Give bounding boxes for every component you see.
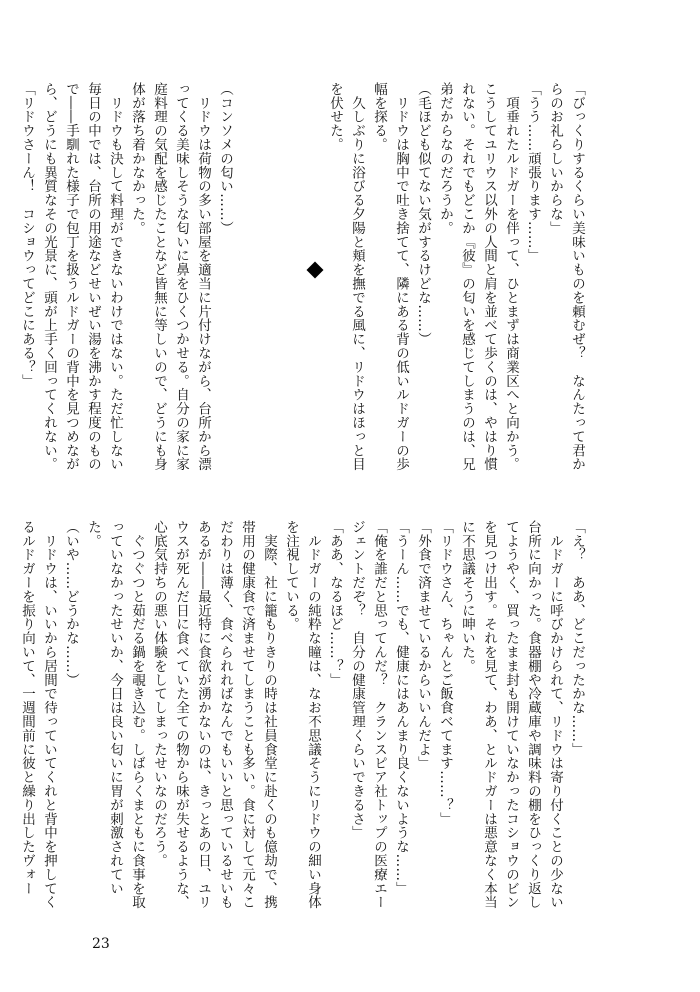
upper_block-line: 体が落ち着かなかった。 xyxy=(129,82,145,235)
upper_block-line: こうしてユリウス以外の人間と肩を並べて歩くのは、やはり慣 xyxy=(481,82,497,472)
lower_block-line: に不思議そうに呻いた。 xyxy=(459,520,475,673)
upper_block-line xyxy=(258,82,280,472)
upper_block-line: 幅を探る。 xyxy=(371,82,387,152)
upper_block-line: 項垂れたルドガーを伴って、ひとまずは商業区へと向かう。 xyxy=(503,82,519,472)
lower_block-line: 台所に向かった。食器棚や冷蔵庫や調味料の棚をひっくり返し xyxy=(525,520,541,910)
upper_block-line: （コンソメの匂い……） xyxy=(217,82,233,235)
lower_block-line: 「リドウさん、ちゃんとご飯食べてます……？」 xyxy=(437,520,453,826)
upper_block-line xyxy=(280,82,302,472)
lower-text-block xyxy=(19,520,588,915)
upper_block-line: （毛ほども似てない気がするけどな……） xyxy=(415,82,431,347)
upper_block-line: 久しぶりに浴びる夕陽と頬を撫でる風に、リドウはほっと目 xyxy=(349,82,365,472)
upper_block-line: リドウは胸中で吐き捨てて、隣にある背の低いルドガーの歩 xyxy=(393,82,409,472)
lower_block-line: 「外食で済ませているからいいんだよ」 xyxy=(415,520,431,771)
lower_block-line: ルドガーの純粋な瞳は、なお不思議そうにリドウの細い身体 xyxy=(305,520,321,910)
lower_block-line: 実際、社に籠もりきりの時は社員食堂に赴くのも億劫で、携 xyxy=(261,520,277,910)
lower_block-line: を見つけ出す。それを見て、わあ、とルドガーは悪意なく本当 xyxy=(481,520,497,910)
page-number: 23 xyxy=(92,936,110,952)
upper_block-line: 弟だからなのだろうか。 xyxy=(437,82,453,235)
upper_block-line: 「うう……頑張ります……」 xyxy=(525,82,541,263)
upper_block-line: 庭料理の気配を感じたことなど皆無に等しいので、どうにも身 xyxy=(151,82,167,472)
upper_block-line: で――手馴れた様子で包丁を扱うルドガーの背中を見つめなが xyxy=(63,82,79,472)
lower_block-line: リドウは、いいから居間で待っていてくれと背中を押してく xyxy=(41,520,57,910)
upper-text-block xyxy=(19,82,588,472)
lower_block-line: るルドガーを振り向いて、一週間前に彼と繰り出したヴォー xyxy=(19,520,35,896)
upper_block-line: ら、どうにも異質なその光景に、頭が上手く回ってくれない。 xyxy=(41,82,57,472)
lower_block-line: （いや……どうかな……） xyxy=(63,520,79,687)
lower_block-line: 心底気持ちの悪い体験をしてしまったせいなのだろう。 xyxy=(151,520,167,868)
lower_block-line: 「え？ ああ、どこだったかな……」 xyxy=(569,520,585,757)
upper_block-line: らのお礼らしいからな」 xyxy=(547,82,563,235)
lower_block-line: 「うーん……でも、健康にはあんまり良くないような……」 xyxy=(393,520,409,896)
lower_block-line: ウスが死んだ日に食べていた全ての物から味が失せるような、 xyxy=(173,520,189,910)
upper_block-line: れない。それでもどこか『彼』の匂いを感じてしまうのは、兄 xyxy=(459,82,475,472)
upper_block-line: リドウは荷物の多い部屋を適当に片付けながら、台所から漂 xyxy=(195,82,211,472)
lower_block-line: ぐつぐつと茹だる鍋を覗き込む。しばらくまともに食事を取 xyxy=(129,520,145,910)
upper_block-line: リドウも決して料理ができないわけではない。ただ忙しない xyxy=(107,82,123,472)
upper_block-line: 毎日の中では、台所の用途などせいぜい湯を沸かす程度のもの xyxy=(85,82,101,472)
lower_block-line: っていなかったせいか、今日は良い匂いに胃が刺激されていた。 xyxy=(85,520,123,896)
lower_block-line: 帯用の健康食で済ませてしまうことも多い。食に対して元々こ xyxy=(239,520,255,910)
lower_block-line: てようやく、買ったまま封も開けていなかったコショウのビン xyxy=(503,520,519,910)
lower_block-line: ジェントだぞ？ 自分の健康管理くらいできるさ」 xyxy=(349,520,365,840)
lower_block-line: 「俺を誰だと思ってんだ？ クランスピア社トップの医療エー xyxy=(371,520,387,910)
upper_block-line: 「びっくりするくらい美味いものを頼むぜ？ なんたって君か xyxy=(569,82,585,472)
lower_block-line: ルドガーに呼びかけられて、リドウは寄り付くことの少ない xyxy=(547,520,563,910)
lower_block-line: あるが――最近特に食欲が湧かないのは、きっとあの日、ユリ xyxy=(195,520,211,910)
lower_block-line: だわりは薄く、食べられればなんでもいいと思っているせいも xyxy=(217,520,233,910)
upper_block-line: を伏せた。 xyxy=(327,82,343,152)
upper_block-line xyxy=(236,82,258,472)
upper_block-line: ってくる美味しそうな匂いに鼻をひくつかせる。自分の家に家 xyxy=(173,82,189,472)
lower_block-line: 「ああ、なるほど……？」 xyxy=(327,520,343,687)
upper_block-line: 「リドウさーん！ コショウってどこにある？」 xyxy=(19,82,35,388)
lower_block-line: を注視している。 xyxy=(283,520,299,632)
